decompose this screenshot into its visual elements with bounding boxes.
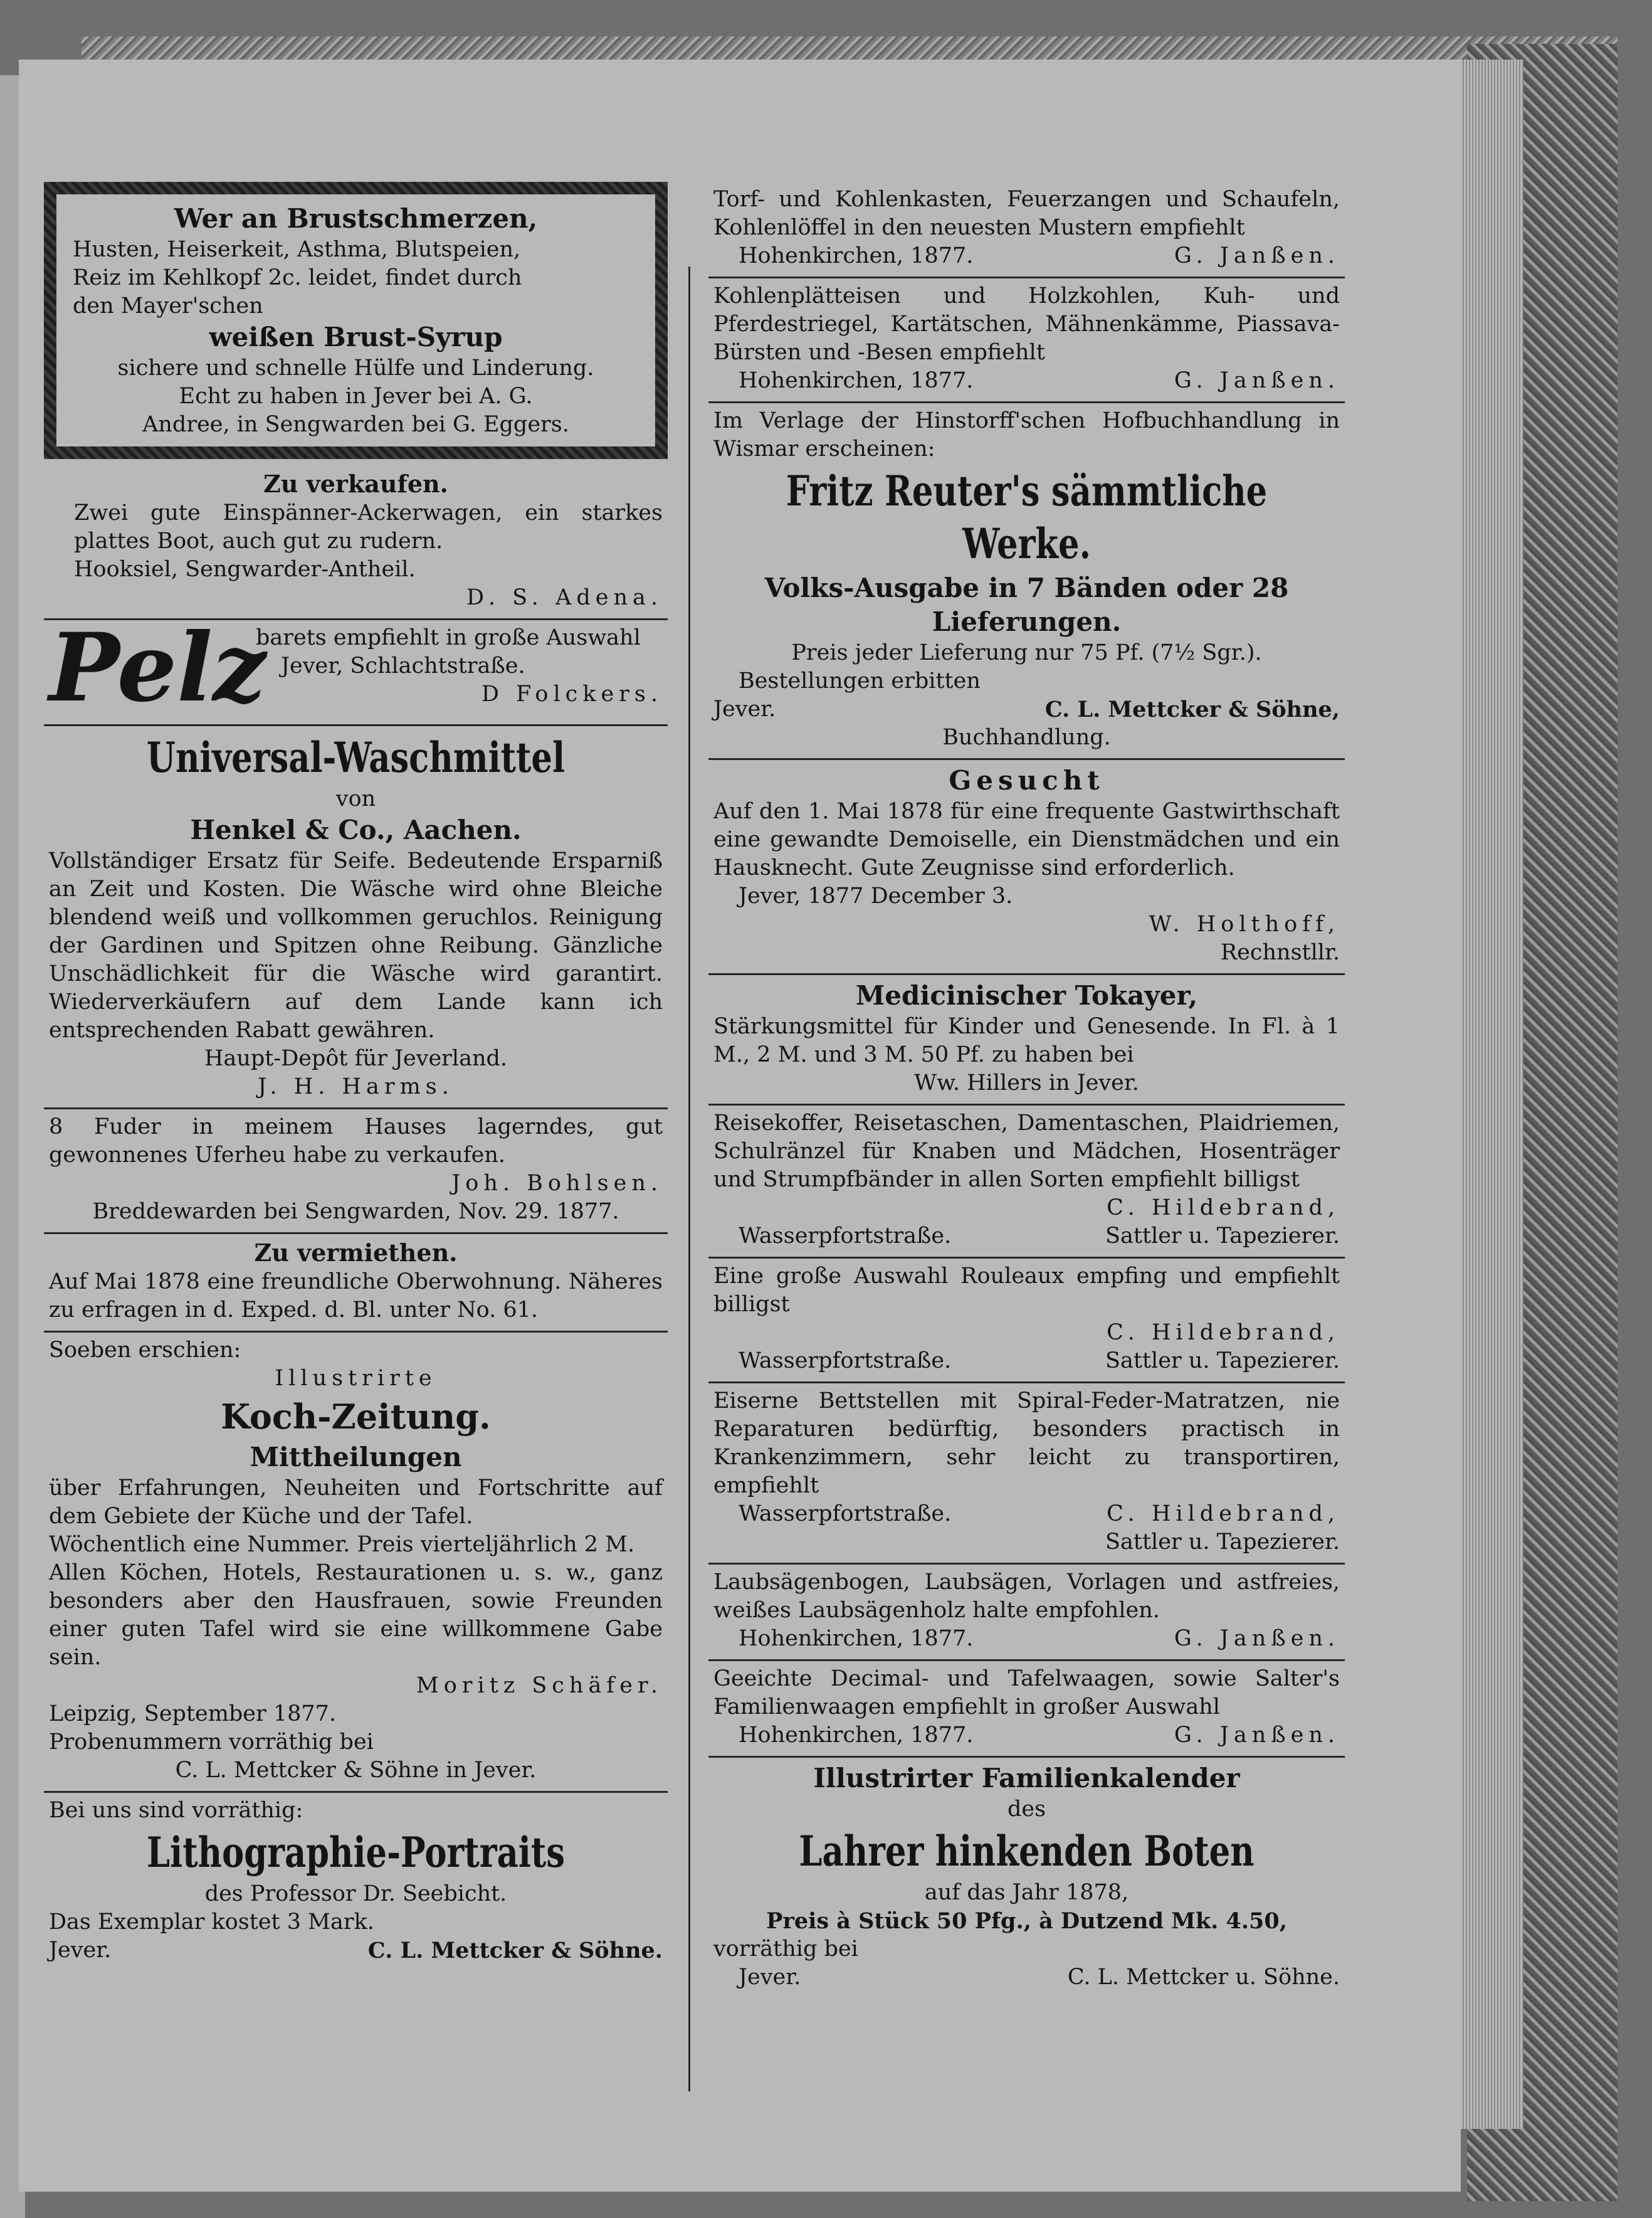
ad-body: über Erfahrungen, Neuheiten und Fortschritte auf dem Gebiete der Küche und der Tafel. [49, 1476, 663, 1529]
ad-rouleaux [708, 1259, 1345, 1383]
ad-footer [713, 242, 1340, 270]
ad-koch-zeitung [44, 1333, 668, 1793]
ad-brust-syrup [44, 182, 668, 459]
ad-headline: Lahrer hinkenden Boten [799, 1827, 1255, 1876]
ad-subtitle: Volks-Ausgabe in 7 Bänden oder 28 [764, 573, 1289, 603]
ad-place: Hohenkirchen, 1877. [739, 243, 974, 268]
ad-signature: D. S. Adena. [466, 585, 663, 610]
ad-fuder [44, 1109, 668, 1234]
ad-signature: G. Janßen. [1174, 1723, 1340, 1748]
ad-body: Auf den 1. Mai 1878 für eine frequente Gastwirthschaft eine gewandte Demoiselle, ein Dienstmädchen und ein Hausknecht. Gute Zeugnisse sind erforderlich. [713, 799, 1340, 880]
ad-place: Wasserpfortstraße. [739, 1501, 952, 1526]
ad-place: Hohenkirchen, 1877. [739, 368, 974, 393]
ad-title: Zu verkaufen. [263, 470, 448, 498]
ad-signature: C. L. Mettcker & Söhne. [367, 1938, 663, 1963]
ad-intro: Bei uns sind vorräthig: [49, 1798, 303, 1823]
ad-footer [713, 367, 1340, 395]
ad-depot: Haupt-Depôt für Jeverland. [204, 1046, 508, 1071]
ad-koffer [708, 1106, 1345, 1259]
ad-signature-2: Rechnstllr. [1220, 940, 1340, 965]
ad-signature: C. Hildebrand, [1107, 1320, 1340, 1345]
ad-place: Breddewarden bei Sengwarden, Nov. 29. 1877. [92, 1199, 619, 1224]
ad-line: C. L. Mettcker & Söhne in Jever. [175, 1758, 537, 1783]
ad-line: Das Exemplar kostet 3 Mark. [49, 1909, 374, 1935]
ad-price: Preis à Stück 50 Pfg., à Dutzend Mk. 4.50, [766, 1908, 1287, 1934]
ad-footer [713, 1222, 1340, 1250]
ad-bettstellen [708, 1383, 1345, 1565]
ad-reuter [708, 403, 1345, 760]
ad-title: Koch-Zeitung. [221, 1397, 491, 1437]
ad-body: Allen Köchen, Hotels, Restaurationen u. s. w., ganz besonders aber den Hausfrauen, sowie Freunden einer guten Tafel wird sie eine willkommene Gabe sein. [49, 1560, 663, 1670]
ad-lithographie [44, 1793, 668, 1971]
ad-subtitle-2: Lieferungen. [932, 606, 1122, 637]
ad-title: Universal-Waschmittel [146, 733, 566, 782]
ad-torf [708, 182, 1345, 278]
ad-line: Reiz im Kehlkopf 2c. leidet, findet durch [73, 265, 522, 290]
ad-des: des [1007, 1797, 1046, 1822]
ad-body: Reisekoffer, Reisetaschen, Damentaschen, Plaidriemen, Schulränzel für Knaben und Mädchen, Hosenträger und Strumpfbänder in allen Sorten empfiehlt billigst [713, 1111, 1340, 1192]
ad-signature: W. Holthoff, [1149, 912, 1340, 937]
ad-title: Gesucht [949, 765, 1105, 796]
ad-body: Vollständiger Ersatz für Seife. Bedeutende Ersparniß an Zeit und Kosten. Die Wäsche wird ohne Bleiche blendend weiß und vollkommen geruchlos. Reinigung der Gardinen und Spitzen ohne Reibung. Gänzliche Unschädlichkeit für die Wäsche wird garantirt. Wiederverkäufern auf dem Lande kann ich entsprechenden Rabatt gewähren. [49, 848, 663, 1043]
ad-signature: Moritz Schäfer. [416, 1673, 663, 1698]
ad-signature: D Folckers. [481, 682, 663, 707]
ad-kohlen [708, 278, 1345, 403]
ad-pelz [44, 613, 668, 726]
ad-body: Eiserne Bettstellen mit Spiral-Feder-Matratzen, nie Reparaturen bedürftig, besonders practisch in Krankenzimmern, sehr leicht zu transportiren, empfiehlt [713, 1388, 1340, 1498]
ad-year: auf das Jahr 1878, [924, 1880, 1129, 1905]
ad-place: Jever. [739, 1965, 801, 1990]
ad-price: Preis jeder Lieferung nur 75 Pf. (7½ Sgr.). [791, 640, 1262, 665]
ad-place: Jever, 1877 December 3. [739, 884, 1013, 909]
ad-signature: G. Janßen. [1174, 1626, 1340, 1651]
ad-signature: C. Hildebrand, [1107, 1195, 1340, 1220]
ad-line: Echt zu haben in Jever bei A. G. [179, 384, 533, 409]
ad-pretitle: Illustrirte [275, 1366, 437, 1391]
ad-product: weißen Brust-Syrup [209, 322, 503, 352]
ad-place: Wasserpfortstraße. [739, 1348, 952, 1373]
ad-signature: C. L. Mettcker u. Söhne. [1067, 1965, 1340, 1990]
ad-body: Auf Mai 1878 eine freundliche Oberwohnung. Näheres zu erfragen in d. Exped. d. Bl. unter No. 61. [49, 1269, 663, 1323]
ad-body: Zwei gute Einspänner-Ackerwagen, ein starkes plattes Boot, auch gut zu rudern. [74, 500, 663, 554]
ad-body: 8 Fuder in meinem Hauses lagerndes, gut gewonnenes Uferheu habe zu verkaufen. [49, 1114, 663, 1168]
ad-order: Bestellungen erbitten [739, 668, 981, 694]
newspaper-page [19, 60, 1461, 2192]
pelz-text [256, 624, 663, 709]
ad-footer [713, 1721, 1340, 1750]
ad-body: barets empfiehlt in große Auswahl [256, 625, 641, 650]
ad-title: Medicinischer Tokayer, [855, 980, 1198, 1011]
ad-place: Jever. [713, 697, 776, 722]
ad-signature: C. L. Mettcker & Söhne, [1044, 697, 1340, 722]
ad-place: Hohenkirchen, 1877. [739, 1723, 974, 1748]
column-divider [688, 267, 690, 2091]
ad-zu-vermiethen [44, 1234, 668, 1333]
ad-footer [713, 1625, 1340, 1653]
ad-title: Wer an Brustschmerzen, [174, 203, 538, 234]
ad-footer [713, 1347, 1340, 1375]
ad-signature: Joh. Bohlsen. [451, 1171, 663, 1196]
ad-signature: G. Janßen. [1174, 368, 1340, 393]
left-column [44, 182, 668, 1971]
ad-body: Laubsägenbogen, Laubsägen, Vorlagen und astfreies, weißes Laubsägenholz halte empfohlen. [713, 1570, 1340, 1623]
ad-body: Wöchentlich eine Nummer. Preis vierteljährlich 2 M. [49, 1532, 635, 1557]
right-column [708, 182, 1345, 1998]
ad-zu-verkaufen [44, 465, 668, 620]
ad-body: Stärkungsmittel für Kinder und Genesende. In Fl. à 1 M., 2 M. und 3 M. 50 Pf. zu haben bei [713, 1014, 1340, 1067]
ad-signature-2: Buchhandlung. [942, 725, 1111, 750]
ad-signature-2: Sattler u. Tapezierer. [1105, 1348, 1340, 1373]
ad-gesucht [708, 760, 1345, 975]
ad-line: den Mayer'schen [73, 293, 263, 319]
ad-signature-2: Sattler u. Tapezierer. [1105, 1529, 1340, 1555]
pelz-headline: Pelz [49, 613, 266, 723]
ad-waagen [708, 1661, 1345, 1758]
ad-signature: C. Hildebrand, [1107, 1501, 1340, 1526]
ad-place: Wasserpfortstraße. [739, 1223, 952, 1249]
ad-signature: J. H. Harms. [258, 1074, 454, 1099]
ad-body: Torf- und Kohlenkasten, Feuerzangen und Schaufeln, Kohlenlöffel in den neuesten Mustern empfiehlt [713, 187, 1340, 240]
ad-firm: Henkel & Co., Aachen. [190, 815, 522, 845]
ad-title-2: Werke. [962, 519, 1091, 568]
ad-place: Hohenkirchen, 1877. [739, 1626, 974, 1651]
ad-footer [713, 1963, 1340, 1992]
ad-title: Lithographie-Portraits [147, 1828, 565, 1877]
ad-place: Hooksiel, Sengwarder-Antheil. [74, 557, 416, 582]
ad-place: Jever. [49, 1938, 112, 1963]
ad-place: Leipzig, September 1877. [49, 1701, 337, 1726]
ad-title: Illustrirter Familienkalender [813, 1763, 1240, 1793]
ad-tokayer [708, 975, 1345, 1106]
ad-body: Eine große Auswahl Rouleaux empfing und empfiehlt billigst [713, 1264, 1340, 1317]
ad-line: des Professor Dr. Seebicht. [204, 1881, 507, 1906]
ad-subtitle: Mittheilungen [250, 1442, 462, 1472]
ad-body: Kohlenplätteisen und Holzkohlen, Kuh- und Pferdestriegel, Kartätschen, Mähnenkämme, Piassava-Bürsten und -Besen empfiehlt [713, 283, 1340, 365]
ad-title: Fritz Reuter's sämmtliche [786, 467, 1268, 515]
ad-line: Husten, Heiserkeit, Asthma, Blutspeien, [73, 237, 521, 262]
ad-title: Zu vermiethen. [254, 1238, 458, 1267]
ad-signature-2: Sattler u. Tapezierer. [1105, 1223, 1340, 1249]
ad-von: von [335, 786, 376, 811]
ad-waschmittel [44, 726, 668, 1109]
ad-signature: G. Janßen. [1174, 243, 1340, 268]
ad-line: Andree, in Sengwarden bei G. Eggers. [142, 412, 569, 437]
ad-footer [713, 1500, 1340, 1528]
ad-line: Probenummern vorräthig bei [49, 1730, 374, 1755]
ad-footer [49, 1936, 663, 1965]
ad-intro: Soeben erschien: [49, 1338, 241, 1363]
ad-place: Jever, Schlachtstraße. [281, 653, 525, 679]
ad-line: sichere und schnelle Hülfe und Linderung. [117, 356, 594, 381]
ad-body: Geeichte Decimal- und Tafelwaagen, sowie Salter's Familienwaagen empfiehlt in großer Auswahl [713, 1666, 1340, 1719]
ad-laubsaegen [708, 1565, 1345, 1661]
ad-intro: Im Verlage der Hinstorff'schen Hofbuchhandlung in Wismar erscheinen: [713, 408, 1340, 462]
ad-signature: Ww. Hillers in Jever. [914, 1070, 1139, 1096]
ad-footer [713, 695, 1340, 724]
page-edges [1455, 60, 1523, 2129]
ad-kalender [708, 1758, 1345, 1998]
ad-stock: vorräthig bei [713, 1936, 858, 1962]
